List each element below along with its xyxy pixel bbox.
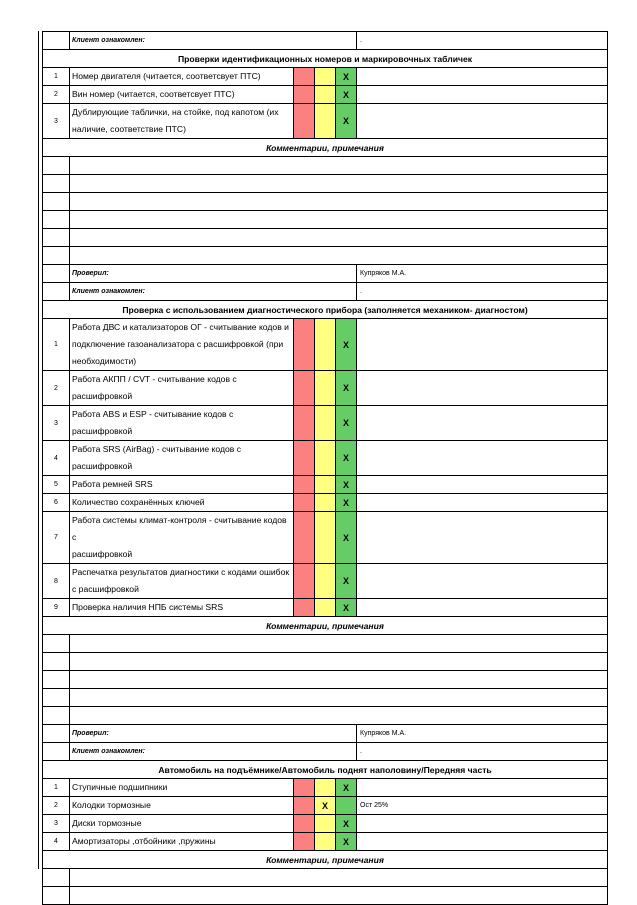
item-description bbox=[70, 104, 294, 139]
status-green-cell: X bbox=[336, 494, 357, 512]
inspector-spacer bbox=[43, 265, 70, 283]
item-note bbox=[357, 68, 608, 86]
item-number: 1 bbox=[43, 319, 70, 371]
item-description-line: подключение газоанализатора с расшифровкой (при bbox=[72, 339, 284, 349]
inspector-row bbox=[43, 265, 608, 283]
status-green-cell: X bbox=[336, 371, 357, 406]
item-note bbox=[357, 406, 608, 441]
item-description-line: Работа SRS (AirBag) - считывание кодов с bbox=[72, 444, 241, 454]
section-title-row bbox=[43, 50, 608, 68]
status-green-cell bbox=[336, 797, 357, 815]
status-red-cell bbox=[294, 406, 315, 441]
comments-header: Комментарии, примечания bbox=[43, 617, 608, 635]
status-yellow-cell bbox=[315, 319, 336, 371]
item-description bbox=[70, 319, 294, 371]
status-yellow-cell bbox=[315, 833, 336, 851]
comment-blank-cell bbox=[70, 671, 608, 689]
item-number: 3 bbox=[43, 815, 70, 833]
item-note bbox=[357, 494, 608, 512]
item-number: 3 bbox=[43, 104, 70, 139]
comment-blank-row bbox=[43, 193, 608, 211]
inspection-table bbox=[42, 31, 608, 905]
inspector-row bbox=[43, 725, 608, 743]
client-ack-spacer bbox=[43, 743, 70, 761]
section-title-row bbox=[43, 301, 608, 319]
status-red-cell bbox=[294, 564, 315, 599]
client-ack-value: . bbox=[357, 743, 608, 761]
comment-blank-cell bbox=[70, 193, 608, 211]
client-ack-label: Клиент ознакомлен: bbox=[70, 743, 357, 761]
table-row bbox=[43, 512, 608, 564]
client-ack-top-label: Клиент ознакомлен: bbox=[70, 32, 357, 50]
item-description bbox=[70, 815, 294, 833]
item-note bbox=[357, 104, 608, 139]
item-number: 4 bbox=[43, 833, 70, 851]
comments-header-row bbox=[43, 851, 608, 869]
item-description-line: наличие, соответствие ПТС) bbox=[72, 124, 186, 134]
comments-header: Комментарии, примечания bbox=[43, 139, 608, 157]
item-description bbox=[70, 797, 294, 815]
left-margin-line-outer bbox=[38, 31, 39, 869]
item-number: 1 bbox=[43, 68, 70, 86]
comment-blank-cell bbox=[70, 635, 608, 653]
item-number: 2 bbox=[43, 86, 70, 104]
table-row bbox=[43, 797, 608, 815]
comment-blank-cell bbox=[70, 229, 608, 247]
status-yellow-cell bbox=[315, 104, 336, 139]
client-ack-row bbox=[43, 743, 608, 761]
comment-blank-cell bbox=[70, 247, 608, 265]
item-description-line: расшифровкой bbox=[72, 461, 133, 471]
section-title: Проверка с использованием диагностического прибора (заполняется механиком- диагностом) bbox=[43, 301, 608, 319]
comments-header-row bbox=[43, 139, 608, 157]
comment-blank-row bbox=[43, 635, 608, 653]
comment-blank-row bbox=[43, 653, 608, 671]
item-description bbox=[70, 512, 294, 564]
status-green-cell: X bbox=[336, 564, 357, 599]
status-red-cell bbox=[294, 476, 315, 494]
item-description-line: расшифровкой bbox=[72, 391, 133, 401]
status-green-cell: X bbox=[336, 476, 357, 494]
status-red-cell bbox=[294, 319, 315, 371]
status-yellow-cell bbox=[315, 564, 336, 599]
status-yellow-cell bbox=[315, 406, 336, 441]
comment-blank-row bbox=[43, 887, 608, 905]
comment-blank-cell bbox=[70, 653, 608, 671]
item-description-line: Количество сохранённых ключей bbox=[72, 497, 205, 507]
item-description bbox=[70, 599, 294, 617]
status-green-cell: X bbox=[336, 319, 357, 371]
table-row bbox=[43, 371, 608, 406]
comment-blank-spacer bbox=[43, 635, 70, 653]
comment-blank-spacer bbox=[43, 247, 70, 265]
item-description-line: Амортизаторы ,отбойники ,пружины bbox=[72, 836, 216, 846]
comment-blank-spacer bbox=[43, 869, 70, 887]
status-green-cell: X bbox=[336, 104, 357, 139]
comment-blank-spacer bbox=[43, 193, 70, 211]
item-description-line: Работа АКПП / CVT - считывание кодов с bbox=[72, 374, 237, 384]
item-note bbox=[357, 512, 608, 564]
table-row bbox=[43, 441, 608, 476]
table-row bbox=[43, 476, 608, 494]
item-description-line: Диски тормозные bbox=[72, 818, 142, 828]
status-red-cell bbox=[294, 779, 315, 797]
comment-blank-row bbox=[43, 211, 608, 229]
item-description bbox=[70, 779, 294, 797]
status-yellow-cell: X bbox=[315, 797, 336, 815]
comment-blank-row bbox=[43, 869, 608, 887]
item-description bbox=[70, 406, 294, 441]
table-row bbox=[43, 599, 608, 617]
item-description-line: Проверка наличия НПБ системы SRS bbox=[72, 602, 224, 612]
status-red-cell bbox=[294, 815, 315, 833]
status-yellow-cell bbox=[315, 371, 336, 406]
table-row bbox=[43, 494, 608, 512]
status-yellow-cell bbox=[315, 512, 336, 564]
status-yellow-cell bbox=[315, 86, 336, 104]
comment-blank-row bbox=[43, 671, 608, 689]
comment-blank-row bbox=[43, 247, 608, 265]
status-red-cell bbox=[294, 104, 315, 139]
item-description-line: Дублирующие таблички, на стойке, под капотом (их bbox=[72, 107, 279, 117]
inspector-label: Проверил: bbox=[70, 725, 357, 743]
table-row bbox=[43, 68, 608, 86]
status-green-cell: X bbox=[336, 779, 357, 797]
item-description-line: Номер двигателя (читается, соответсвует ПТС) bbox=[72, 71, 261, 81]
status-red-cell bbox=[294, 441, 315, 476]
item-note bbox=[357, 476, 608, 494]
item-number: 4 bbox=[43, 441, 70, 476]
status-green-cell: X bbox=[336, 833, 357, 851]
item-number: 9 bbox=[43, 599, 70, 617]
status-yellow-cell bbox=[315, 476, 336, 494]
comment-blank-spacer bbox=[43, 689, 70, 707]
status-red-cell bbox=[294, 599, 315, 617]
item-number: 5 bbox=[43, 476, 70, 494]
comment-blank-cell bbox=[70, 157, 608, 175]
item-description-line: Работа системы климат-контроля - считывание кодов с bbox=[72, 515, 287, 542]
comment-blank-row bbox=[43, 229, 608, 247]
item-note bbox=[357, 319, 608, 371]
status-red-cell bbox=[294, 833, 315, 851]
client-ack-label: Клиент ознакомлен: bbox=[70, 283, 357, 301]
item-description-line: Работа ДВС и катализаторов ОГ - считывание кодов и bbox=[72, 322, 289, 332]
status-green-cell: X bbox=[336, 599, 357, 617]
item-number: 2 bbox=[43, 797, 70, 815]
item-note bbox=[357, 564, 608, 599]
client-ack-row bbox=[43, 283, 608, 301]
item-description-line: с расшифровкой bbox=[72, 584, 139, 594]
inspector-spacer bbox=[43, 725, 70, 743]
table-row bbox=[43, 815, 608, 833]
table-row bbox=[43, 779, 608, 797]
item-description bbox=[70, 476, 294, 494]
client-ack-spacer bbox=[43, 283, 70, 301]
item-note: Ост 25% bbox=[357, 797, 608, 815]
comment-blank-spacer bbox=[43, 229, 70, 247]
status-green-cell: X bbox=[336, 86, 357, 104]
status-yellow-cell bbox=[315, 68, 336, 86]
status-green-cell: X bbox=[336, 406, 357, 441]
comment-blank-cell bbox=[70, 887, 608, 905]
status-red-cell bbox=[294, 797, 315, 815]
item-note bbox=[357, 815, 608, 833]
comment-blank-cell bbox=[70, 689, 608, 707]
comment-blank-row bbox=[43, 689, 608, 707]
item-description-line: Ступичные подшипники bbox=[72, 782, 168, 792]
item-description-line: Вин номер (читается, соответсвует ПТС) bbox=[72, 89, 235, 99]
inspector-label: Проверил: bbox=[70, 265, 357, 283]
item-description bbox=[70, 86, 294, 104]
status-yellow-cell bbox=[315, 494, 336, 512]
item-note bbox=[357, 371, 608, 406]
status-yellow-cell bbox=[315, 815, 336, 833]
item-number: 1 bbox=[43, 779, 70, 797]
status-green-cell: X bbox=[336, 512, 357, 564]
client-ack-top-value: . bbox=[357, 32, 608, 50]
comments-header: Комментарии, примечания bbox=[43, 851, 608, 869]
item-description-line: Колодки тормозные bbox=[72, 800, 151, 810]
status-green-cell: X bbox=[336, 68, 357, 86]
item-description-line: Распечатка результатов диагностики с кодами ошибок bbox=[72, 567, 290, 577]
table-row bbox=[43, 564, 608, 599]
item-number: 8 bbox=[43, 564, 70, 599]
comment-blank-row bbox=[43, 707, 608, 725]
item-description-line: Работа ABS и ESP - считывание кодов с bbox=[72, 409, 234, 419]
comment-blank-cell bbox=[70, 869, 608, 887]
comment-blank-row bbox=[43, 157, 608, 175]
comments-header-row bbox=[43, 617, 608, 635]
status-red-cell bbox=[294, 68, 315, 86]
item-description bbox=[70, 68, 294, 86]
inspection-table-body bbox=[43, 32, 608, 905]
status-yellow-cell bbox=[315, 441, 336, 476]
comment-blank-row bbox=[43, 175, 608, 193]
inspector-value: Купряков М.А. bbox=[357, 265, 608, 283]
status-green-cell: X bbox=[336, 815, 357, 833]
comment-blank-cell bbox=[70, 175, 608, 193]
item-description-line: необходимости) bbox=[72, 356, 137, 366]
comment-blank-spacer bbox=[43, 671, 70, 689]
section-title-row bbox=[43, 761, 608, 779]
comment-blank-spacer bbox=[43, 211, 70, 229]
item-description bbox=[70, 564, 294, 599]
comment-blank-spacer bbox=[43, 707, 70, 725]
client-ack-top-spacer bbox=[43, 32, 70, 50]
comment-blank-spacer bbox=[43, 653, 70, 671]
status-yellow-cell bbox=[315, 779, 336, 797]
item-number: 2 bbox=[43, 371, 70, 406]
table-row bbox=[43, 104, 608, 139]
item-number: 7 bbox=[43, 512, 70, 564]
table-row bbox=[43, 86, 608, 104]
item-description bbox=[70, 371, 294, 406]
comment-blank-spacer bbox=[43, 175, 70, 193]
client-ack-value: . bbox=[357, 283, 608, 301]
status-red-cell bbox=[294, 512, 315, 564]
table-row bbox=[43, 319, 608, 371]
item-description bbox=[70, 833, 294, 851]
section-title: Проверки идентификационных номеров и маркировочных табличек bbox=[43, 50, 608, 68]
table-row bbox=[43, 406, 608, 441]
status-green-cell: X bbox=[336, 441, 357, 476]
table-row bbox=[43, 833, 608, 851]
comment-blank-cell bbox=[70, 211, 608, 229]
status-red-cell bbox=[294, 371, 315, 406]
item-description-line: Работа ремней SRS bbox=[72, 479, 153, 489]
status-red-cell bbox=[294, 86, 315, 104]
item-description-line: расшифровкой bbox=[72, 549, 133, 559]
status-yellow-cell bbox=[315, 599, 336, 617]
section-title: Автомобиль на подъёмнике/Автомобиль поднят наполовину/Передняя часть bbox=[43, 761, 608, 779]
item-number: 3 bbox=[43, 406, 70, 441]
comment-blank-spacer bbox=[43, 157, 70, 175]
status-red-cell bbox=[294, 494, 315, 512]
item-description-line: расшифровкой bbox=[72, 426, 133, 436]
item-note bbox=[357, 779, 608, 797]
item-note bbox=[357, 441, 608, 476]
inspector-value: Купряков М.А. bbox=[357, 725, 608, 743]
comment-blank-cell bbox=[70, 707, 608, 725]
item-description bbox=[70, 441, 294, 476]
item-note bbox=[357, 833, 608, 851]
item-note bbox=[357, 599, 608, 617]
comment-blank-spacer bbox=[43, 887, 70, 905]
client-ack-top-row bbox=[43, 32, 608, 50]
item-number: 6 bbox=[43, 494, 70, 512]
item-note bbox=[357, 86, 608, 104]
item-description bbox=[70, 494, 294, 512]
